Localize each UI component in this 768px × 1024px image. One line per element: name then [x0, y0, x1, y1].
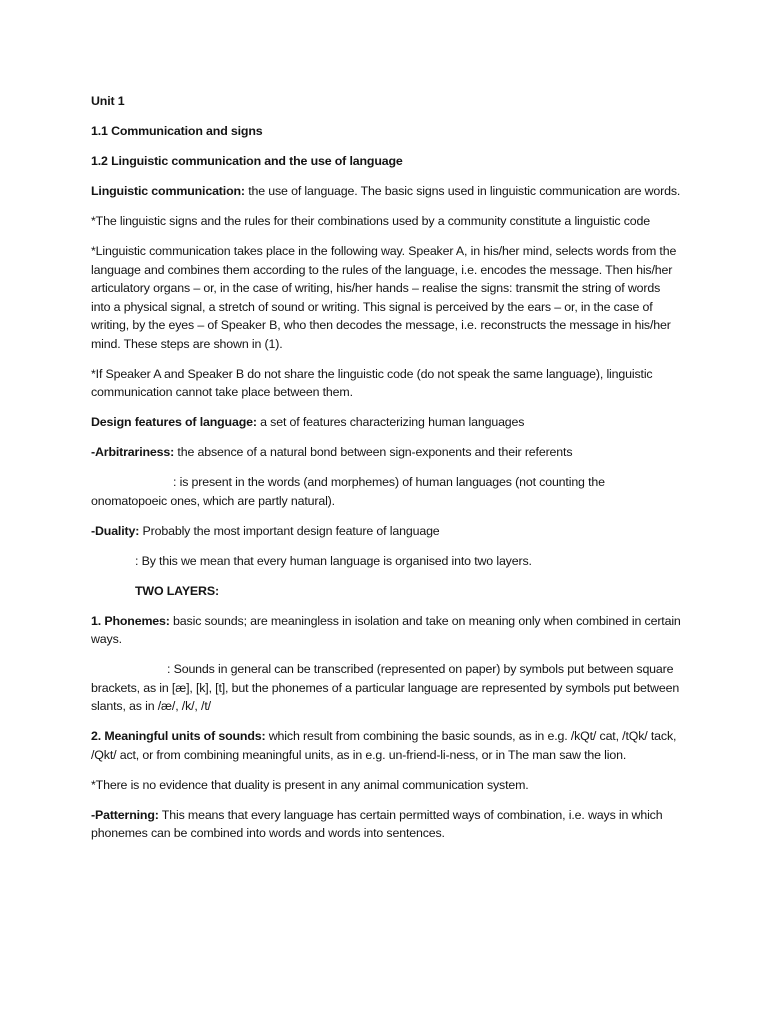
duality-continuation: : By this we mean that every human language is organised into two layers. — [135, 553, 532, 568]
phonemes-continuation-text: : Sounds in general can be transcribed (represented on paper) by symbols put between square brackets, as in [æ], [k], [t], but the phonemes of a particular language are represented by symbols put between slants, as in /æ/, /k/, /t/ — [91, 662, 680, 713]
section-heading-1-2: 1.2 Linguistic communication and the use of language — [91, 154, 403, 168]
linguistic-communication-definition — [91, 182, 681, 201]
patterning-paragraph — [91, 806, 681, 843]
section-heading-1-1: 1.1 Communication and signs — [91, 124, 263, 138]
patterning-term: -Patterning: — [91, 807, 159, 822]
two-layers-label: TWO LAYERS: — [135, 583, 219, 598]
communication-process-note: *Linguistic communication takes place in the following way. Speaker A, in his/her mind, selects words from the language and combines them according to the rules of the language, i.e. encodes the message. Then his/her articulatory organs – or, in the case of writing, his/her hands – realise the signs: transmit the string of words into a physical signal, a stretch of sound or writing. This signal is perceived by the ears – or, in the case of writing, by the eyes – of Speaker B, who then decodes the message, i.e. reconstructs the message in his/her mind. These steps are shown in (1). — [91, 244, 677, 351]
duality-paragraph — [91, 522, 681, 541]
unit-title: Unit 1 — [91, 94, 125, 108]
arbitrariness-continuation-text: : is present in the words (and morphemes) of human languages (not counting the onomatopoeic ones, which are partly natural). — [91, 475, 605, 508]
duality-text: Probably the most important design feature of language — [139, 523, 440, 538]
definition-text: the use of language. The basic signs used in linguistic communication are words. — [244, 184, 681, 198]
arbitrariness-paragraph — [91, 443, 681, 462]
phonemes-continuation — [91, 660, 681, 716]
arbitrariness-term: -Arbitrariness: — [91, 445, 175, 459]
document-page — [91, 92, 681, 854]
meaningful-units-text: which result from combining the basic sounds, as in e.g. /kQt/ cat, /tQk/ tack, /Qkt/ act, or from combining meaningful units, as in e.g. un-friend-li-ness, or in The man saw the lion. — [91, 729, 677, 762]
arbitrariness-continuation — [91, 473, 681, 510]
phonemes-term: 1. Phonemes: — [91, 613, 170, 628]
design-features-paragraph — [91, 413, 681, 432]
phonemes-paragraph — [91, 612, 681, 649]
phonemes-text: basic sounds; are meaningless in isolation and take on meaning only when combined in certain ways. — [91, 613, 681, 646]
design-features-text: a set of features characterizing human languages — [256, 415, 525, 429]
meaningful-units-paragraph — [91, 727, 681, 764]
arbitrariness-text: the absence of a natural bond between sign-exponents and their referents — [174, 445, 573, 459]
shared-code-note: *If Speaker A and Speaker B do not share the linguistic code (do not speak the same language), linguistic communication cannot take place between them. — [91, 366, 653, 399]
animal-communication-note: *There is no evidence that duality is present in any animal communication system. — [91, 777, 529, 792]
definition-term: Linguistic communication: — [91, 184, 245, 198]
linguistic-code-note: *The linguistic signs and the rules for their combinations used by a community constitute a linguistic code — [91, 214, 651, 228]
duality-term: -Duality: — [91, 523, 140, 538]
design-features-term: Design features of language: — [91, 415, 257, 429]
patterning-text: This means that every language has certain permitted ways of combination, i.e. ways in which phonemes can be combined into words and words into sentences. — [91, 807, 663, 840]
meaningful-units-term: 2. Meaningful units of sounds: — [91, 729, 266, 743]
